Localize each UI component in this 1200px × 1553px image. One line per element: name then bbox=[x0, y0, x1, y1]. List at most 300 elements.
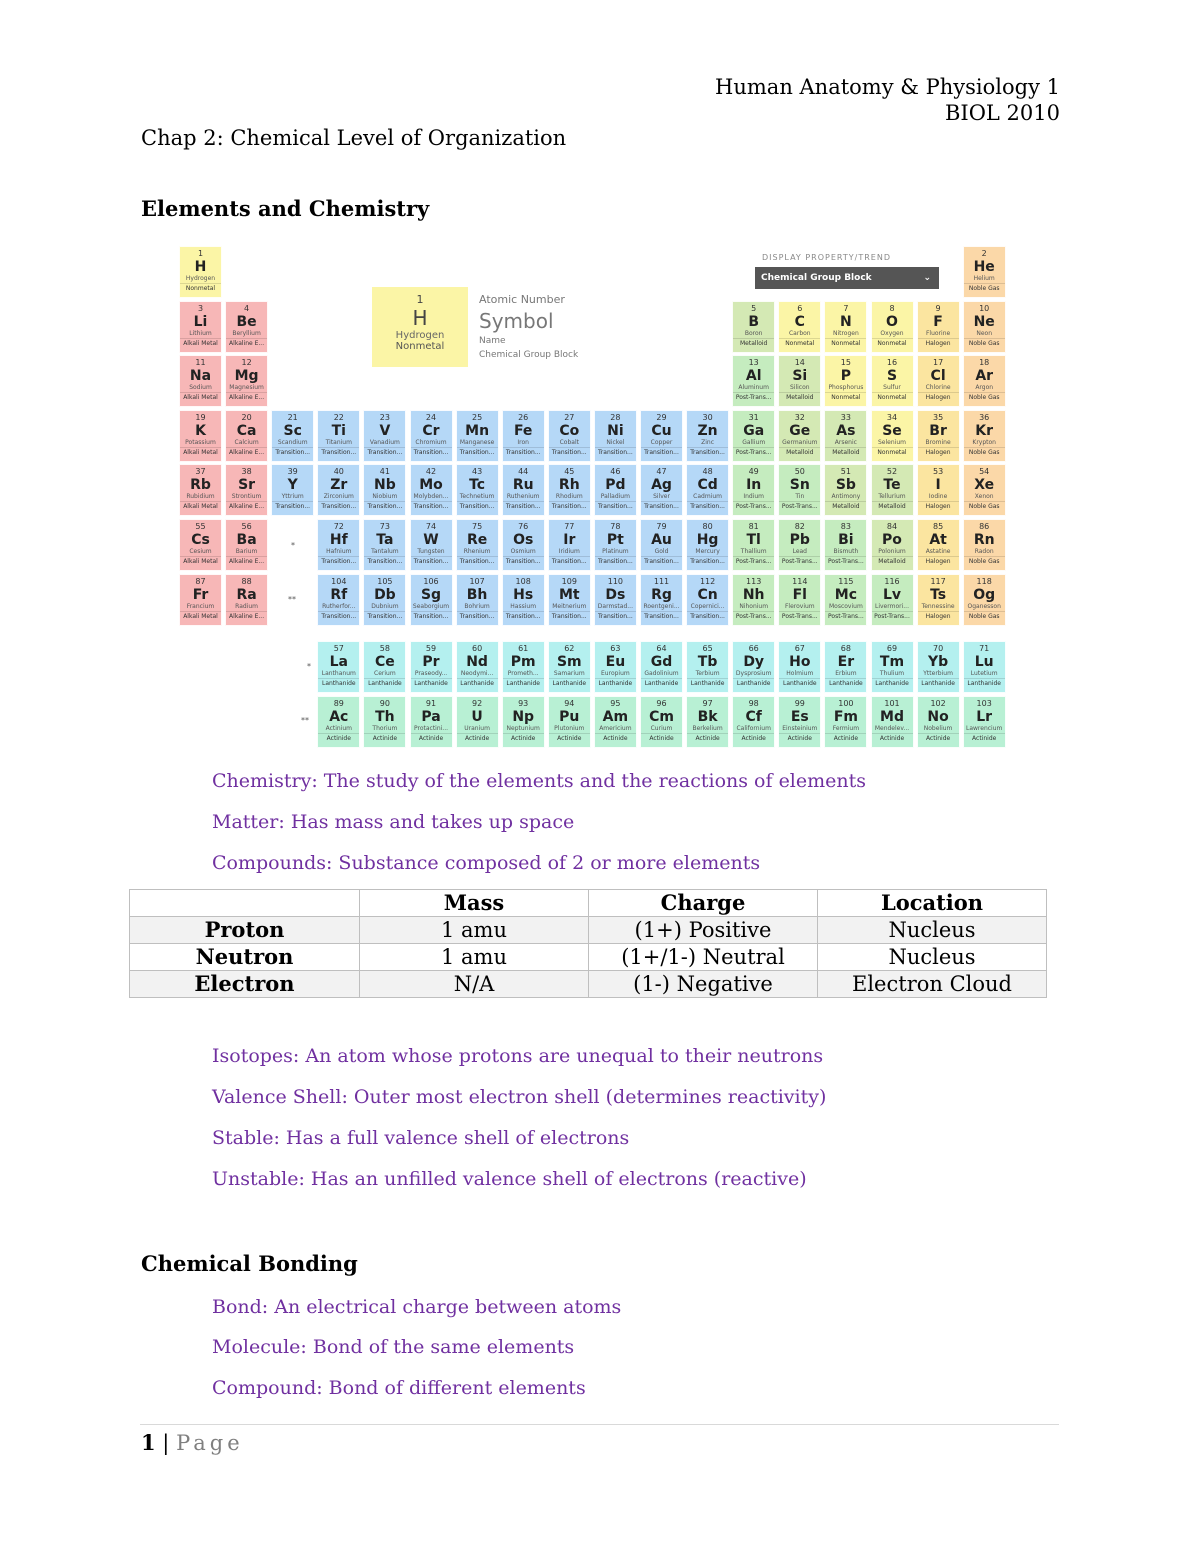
element-group: Metalloid bbox=[733, 338, 774, 348]
element-group: Lanthanide bbox=[733, 678, 774, 688]
legend-label-name: Name bbox=[479, 336, 506, 346]
element-number: 91 bbox=[425, 699, 437, 708]
element-symbol: Rf bbox=[330, 586, 348, 603]
cell-mass: 1 amu bbox=[360, 917, 589, 944]
chemical-group-dropdown[interactable] bbox=[755, 267, 939, 289]
element-cell-s bbox=[871, 355, 914, 407]
element-symbol: Nb bbox=[374, 477, 396, 494]
element-cell-og bbox=[963, 574, 1006, 626]
element-name: Americium bbox=[599, 725, 632, 732]
element-name: Bohrium bbox=[464, 602, 490, 610]
element-cell-ra bbox=[225, 574, 268, 626]
element-symbol: K bbox=[195, 422, 206, 439]
element-cell-bi bbox=[824, 519, 867, 571]
element-cell-b bbox=[732, 301, 775, 353]
element-cell-ac bbox=[317, 696, 360, 748]
page-footer bbox=[141, 1430, 244, 1455]
element-group: Transition... bbox=[503, 501, 544, 511]
element-cell-au bbox=[640, 519, 683, 571]
element-symbol: Es bbox=[790, 709, 809, 725]
element-cell-pr bbox=[410, 641, 453, 693]
element-name: Zirconium bbox=[323, 493, 354, 501]
element-cell-ce bbox=[363, 641, 406, 693]
element-name: Uranium bbox=[464, 725, 490, 732]
element-symbol: Er bbox=[837, 654, 855, 670]
element-symbol: Ac bbox=[329, 709, 349, 725]
element-symbol: Kr bbox=[975, 422, 994, 439]
element-group: Lanthanide bbox=[825, 678, 866, 688]
element-number: 43 bbox=[472, 467, 483, 477]
element-number: 9 bbox=[935, 303, 941, 313]
definition-isotopes: Isotopes: An atom whose protons are unequal to their neutrons bbox=[212, 1045, 824, 1067]
element-group: Noble Gas bbox=[964, 447, 1005, 457]
element-symbol: Si bbox=[792, 368, 808, 385]
element-group: Halogen bbox=[918, 556, 959, 566]
chapter-title: Chap 2: Chemical Level of Organization bbox=[141, 126, 567, 150]
element-number: 87 bbox=[195, 576, 206, 586]
element-symbol: Cr bbox=[422, 422, 440, 439]
element-name: Lanthanum bbox=[321, 670, 356, 677]
cell-location: Nucleus bbox=[818, 944, 1047, 971]
element-cell-at bbox=[917, 519, 960, 571]
header-charge: Charge bbox=[589, 890, 818, 917]
element-symbol: Pa bbox=[421, 709, 441, 725]
element-cell-ds bbox=[594, 574, 637, 626]
element-number: 58 bbox=[379, 644, 390, 653]
element-group: Transition... bbox=[687, 501, 728, 511]
element-group: Noble Gas bbox=[964, 501, 1005, 511]
element-symbol: Gd bbox=[650, 654, 673, 670]
element-cell-mg bbox=[225, 355, 268, 407]
element-group: Transition... bbox=[318, 447, 359, 457]
element-cell-ag bbox=[640, 464, 683, 516]
element-symbol: Ag bbox=[651, 477, 672, 494]
element-name: Rhodium bbox=[555, 493, 583, 501]
element-name: Bismuth bbox=[833, 548, 859, 555]
element-number: 97 bbox=[702, 699, 713, 708]
element-symbol: Og bbox=[973, 586, 996, 603]
element-cell-tm bbox=[871, 641, 914, 693]
definition-unstable: Unstable: Has an unfilled valence shell of electrons (reactive) bbox=[212, 1168, 807, 1190]
element-group: Transition... bbox=[318, 611, 359, 621]
element-group: Lanthanide bbox=[918, 678, 959, 688]
element-cell-bh bbox=[456, 574, 499, 626]
element-number: 90 bbox=[379, 699, 390, 708]
element-group: Lanthanide bbox=[872, 678, 913, 688]
element-cell-li bbox=[179, 301, 222, 353]
element-name: Magnesium bbox=[229, 384, 264, 392]
element-name: Copper bbox=[650, 438, 673, 446]
subatomic-particle-table bbox=[129, 889, 1047, 998]
element-name: Thulium bbox=[879, 670, 905, 677]
element-group: Transition... bbox=[687, 556, 728, 566]
element-symbol: Pd bbox=[605, 477, 626, 494]
element-name: Seaborgium bbox=[412, 602, 450, 610]
element-number: 32 bbox=[794, 412, 805, 422]
element-number: 105 bbox=[377, 576, 393, 586]
legend-sample-cell bbox=[372, 287, 468, 367]
element-cell-sc bbox=[271, 410, 314, 462]
element-name: Manganese bbox=[459, 438, 495, 446]
element-number: 77 bbox=[564, 522, 575, 531]
element-name: Krypton bbox=[972, 438, 996, 446]
element-name: Californium bbox=[736, 725, 771, 732]
element-number: 104 bbox=[331, 576, 347, 586]
element-name: Cesium bbox=[189, 548, 212, 555]
element-group: Transition... bbox=[364, 556, 405, 566]
element-group: Transition... bbox=[641, 447, 682, 457]
element-number: 15 bbox=[840, 358, 851, 368]
element-group: Halogen bbox=[918, 611, 959, 621]
element-group: Nonmetal bbox=[825, 392, 866, 402]
element-cell-nd bbox=[456, 641, 499, 693]
element-number: 51 bbox=[840, 467, 851, 477]
element-number: 39 bbox=[287, 467, 298, 477]
element-name: Indium bbox=[743, 493, 765, 501]
element-symbol: Cs bbox=[191, 532, 210, 548]
element-symbol: Rb bbox=[190, 477, 211, 494]
element-cell-sn bbox=[778, 464, 821, 516]
element-symbol: Ru bbox=[512, 477, 534, 494]
element-cell-pt bbox=[594, 519, 637, 571]
element-name: Tantalum bbox=[371, 548, 399, 555]
element-name: Gadolinium bbox=[644, 670, 679, 677]
element-name: Vanadium bbox=[369, 438, 400, 446]
element-group: Metalloid bbox=[872, 556, 913, 566]
element-number: 96 bbox=[656, 699, 667, 708]
element-group: Actinide bbox=[318, 733, 359, 743]
element-group: Alkali Metal bbox=[180, 501, 221, 511]
element-cell-i bbox=[917, 464, 960, 516]
element-group: Post-Trans... bbox=[733, 556, 774, 566]
element-number: 102 bbox=[930, 699, 946, 708]
element-symbol: Cn bbox=[697, 586, 718, 603]
element-group: Actinide bbox=[872, 733, 913, 743]
element-symbol: Fl bbox=[792, 586, 807, 603]
element-name: Chromium bbox=[415, 438, 447, 446]
element-number: 103 bbox=[976, 699, 992, 708]
element-number: 38 bbox=[241, 467, 252, 477]
element-symbol: Tb bbox=[697, 654, 718, 670]
element-symbol: P bbox=[840, 368, 852, 385]
element-cell-mo bbox=[410, 464, 453, 516]
element-symbol: Fr bbox=[192, 586, 209, 603]
element-name: Tennessine bbox=[921, 602, 955, 610]
element-cell-hg bbox=[686, 519, 729, 571]
element-group: Transition... bbox=[457, 447, 498, 457]
element-symbol: Ra bbox=[236, 586, 257, 603]
element-symbol: Dy bbox=[743, 654, 765, 670]
element-number: 40 bbox=[333, 467, 344, 477]
element-symbol: Th bbox=[375, 709, 395, 725]
element-cell-co bbox=[548, 410, 591, 462]
element-symbol: Os bbox=[513, 532, 534, 548]
element-symbol: Ta bbox=[376, 532, 394, 548]
element-name: Sodium bbox=[189, 384, 212, 392]
element-name: Mendelev... bbox=[874, 725, 910, 732]
element-cell-cr bbox=[410, 410, 453, 462]
element-cell-tc bbox=[456, 464, 499, 516]
element-name: Iodine bbox=[928, 493, 948, 501]
lanthanide-marker: * bbox=[291, 541, 295, 550]
lanthanide-row-marker: * bbox=[307, 662, 311, 671]
element-name: Curium bbox=[650, 725, 673, 732]
element-group: Lanthanide bbox=[595, 678, 636, 688]
element-name: Oxygen bbox=[880, 329, 904, 337]
element-group: Transition... bbox=[503, 611, 544, 621]
element-cell-as bbox=[824, 410, 867, 462]
definition-chemistry: Chemistry: The study of the elements and the reactions of elements bbox=[212, 770, 867, 792]
element-number: 109 bbox=[561, 576, 577, 586]
element-group: Transition... bbox=[457, 556, 498, 566]
element-group: Actinide bbox=[457, 733, 498, 743]
element-name: Mercury bbox=[695, 548, 720, 555]
element-name: Berkelium bbox=[692, 725, 723, 732]
element-symbol: Ds bbox=[605, 586, 626, 603]
element-symbol: Te bbox=[883, 477, 901, 494]
element-group: Post-Trans... bbox=[825, 611, 866, 621]
element-number: 56 bbox=[241, 522, 252, 531]
row-label: Neutron bbox=[130, 944, 360, 971]
element-group: Actinide bbox=[595, 733, 636, 743]
element-symbol: Ca bbox=[236, 422, 257, 439]
element-symbol: Sc bbox=[283, 422, 302, 439]
element-name: Neon bbox=[976, 329, 993, 337]
element-symbol: F bbox=[933, 313, 943, 330]
element-name: Calcium bbox=[234, 438, 259, 446]
element-name: Lutetium bbox=[970, 670, 998, 677]
legend-symbol: H bbox=[412, 306, 428, 330]
element-group: Lanthanide bbox=[318, 678, 359, 688]
element-symbol: Ir bbox=[563, 532, 576, 548]
element-symbol: Pb bbox=[789, 532, 810, 548]
element-symbol: Be bbox=[236, 313, 257, 330]
element-group: Actinide bbox=[411, 733, 452, 743]
element-cell-dy bbox=[732, 641, 775, 693]
element-name: Hafnium bbox=[326, 548, 352, 555]
element-name: Hassium bbox=[510, 602, 537, 610]
element-name: Bromine bbox=[925, 438, 951, 446]
section-heading-bonding: Chemical Bonding bbox=[141, 1251, 358, 1276]
element-number: 35 bbox=[933, 412, 944, 422]
element-name: Livermori... bbox=[875, 602, 909, 610]
element-symbol: Au bbox=[651, 532, 672, 548]
element-symbol: N bbox=[840, 313, 852, 330]
definition-compounds: Compounds: Substance composed of 2 or more elements bbox=[212, 852, 761, 874]
element-symbol: Bi bbox=[838, 532, 854, 548]
element-number: 31 bbox=[748, 412, 759, 422]
element-number: 116 bbox=[884, 576, 900, 586]
element-symbol: Fm bbox=[833, 709, 858, 725]
definition-compound: Compound: Bond of different elements bbox=[212, 1377, 586, 1399]
element-symbol: Co bbox=[559, 422, 580, 439]
element-name: Plutonium bbox=[554, 725, 585, 732]
element-number: 111 bbox=[653, 576, 670, 586]
element-group: Post-Trans... bbox=[733, 501, 774, 511]
element-number: 88 bbox=[241, 576, 252, 586]
element-cell-sm bbox=[548, 641, 591, 693]
element-number: 73 bbox=[379, 522, 390, 531]
element-name: Osmium bbox=[510, 548, 536, 555]
element-group: Halogen bbox=[918, 338, 959, 348]
element-group: Halogen bbox=[918, 501, 959, 511]
element-name: Zinc bbox=[701, 438, 715, 446]
element-number: 101 bbox=[884, 699, 900, 708]
element-symbol: Mo bbox=[419, 477, 443, 494]
element-cell-md bbox=[871, 696, 914, 748]
element-symbol: W bbox=[423, 532, 439, 548]
element-symbol: La bbox=[329, 654, 348, 670]
element-name: Argon bbox=[975, 384, 994, 392]
element-name: Strontium bbox=[231, 493, 262, 501]
element-name: Radium bbox=[235, 602, 259, 610]
legend-group: Nonmetal bbox=[395, 341, 445, 352]
element-cell-db bbox=[363, 574, 406, 626]
element-name: Cobalt bbox=[559, 438, 579, 446]
element-number: 84 bbox=[886, 522, 898, 531]
element-number: 52 bbox=[886, 467, 898, 477]
element-cell-lr bbox=[963, 696, 1006, 748]
element-name: Phosphorus bbox=[828, 384, 864, 392]
element-symbol: Lr bbox=[976, 709, 993, 725]
cell-location: Nucleus bbox=[818, 917, 1047, 944]
element-symbol: Cf bbox=[745, 709, 762, 725]
element-number: 41 bbox=[379, 467, 390, 477]
element-symbol: Ne bbox=[973, 313, 995, 330]
element-symbol: Al bbox=[745, 368, 762, 385]
element-group: Actinide bbox=[687, 733, 728, 743]
element-cell-br bbox=[917, 410, 960, 462]
element-name: Cerium bbox=[374, 670, 396, 677]
element-group: Post-Trans... bbox=[733, 392, 774, 402]
element-group: Metalloid bbox=[872, 501, 913, 511]
element-group: Lanthanide bbox=[411, 678, 452, 688]
element-group: Post-Trans... bbox=[825, 556, 866, 566]
element-symbol: C bbox=[794, 313, 805, 330]
element-group: Transition... bbox=[364, 447, 405, 457]
element-cell-ar bbox=[963, 355, 1006, 407]
element-name: Arsenic bbox=[834, 438, 857, 446]
element-symbol: Ge bbox=[789, 422, 811, 439]
element-cell-bk bbox=[686, 696, 729, 748]
table-row bbox=[130, 944, 1047, 971]
element-cell-os bbox=[502, 519, 545, 571]
element-name: Potassium bbox=[185, 438, 216, 446]
element-name: Sulfur bbox=[883, 384, 901, 392]
element-name: Nobelium bbox=[923, 725, 953, 732]
element-group: Nonmetal bbox=[872, 338, 913, 348]
row-label: Electron bbox=[130, 971, 360, 998]
element-cell-np bbox=[502, 696, 545, 748]
element-symbol: Sn bbox=[789, 477, 810, 494]
element-number: 71 bbox=[979, 644, 990, 653]
dropdown-value: Chemical Group Block bbox=[761, 273, 872, 283]
element-cell-pm bbox=[502, 641, 545, 693]
element-cell-hf bbox=[317, 519, 360, 571]
element-group: Transition... bbox=[364, 501, 405, 511]
element-group: Nonmetal bbox=[872, 447, 913, 457]
element-symbol: Sr bbox=[238, 477, 256, 494]
element-cell-he bbox=[963, 246, 1006, 298]
page-word: Page bbox=[176, 1431, 244, 1455]
element-symbol: Na bbox=[189, 368, 212, 385]
element-cell-sg bbox=[410, 574, 453, 626]
element-symbol: Ga bbox=[743, 422, 765, 439]
element-symbol: Ni bbox=[607, 422, 624, 439]
element-name: Barium bbox=[235, 548, 258, 555]
element-name: Fermium bbox=[832, 725, 860, 732]
element-group: Transition... bbox=[411, 447, 452, 457]
element-group: Lanthanide bbox=[964, 678, 1005, 688]
element-cell-rb bbox=[179, 464, 222, 516]
element-symbol: Tl bbox=[746, 532, 761, 548]
element-cell-fl bbox=[778, 574, 821, 626]
element-number: 112 bbox=[699, 576, 716, 586]
element-group: Transition... bbox=[641, 501, 682, 511]
element-symbol: V bbox=[379, 422, 391, 439]
element-number: 63 bbox=[610, 644, 621, 653]
element-cell-nh bbox=[732, 574, 775, 626]
element-group: Actinide bbox=[733, 733, 774, 743]
element-group: Transition... bbox=[272, 447, 313, 457]
element-cell-ca bbox=[225, 410, 268, 462]
element-cell-rh bbox=[548, 464, 591, 516]
element-name: Boron bbox=[744, 329, 763, 337]
element-group: Noble Gas bbox=[964, 611, 1005, 621]
element-name: Francium bbox=[186, 602, 215, 610]
element-symbol: Mt bbox=[558, 586, 580, 603]
element-group: Transition... bbox=[549, 611, 590, 621]
element-symbol: Tm bbox=[879, 654, 905, 670]
element-number: 42 bbox=[425, 467, 437, 477]
element-group: Metalloid bbox=[825, 501, 866, 511]
element-cell-zn bbox=[686, 410, 729, 462]
element-group: Transition... bbox=[549, 447, 590, 457]
element-number: 69 bbox=[886, 644, 898, 653]
element-number: 22 bbox=[333, 412, 344, 422]
element-name: Yttrium bbox=[281, 493, 304, 501]
element-number: 75 bbox=[472, 522, 483, 531]
element-symbol: As bbox=[836, 422, 856, 439]
chevron-down-icon: ⌄ bbox=[923, 273, 931, 283]
element-symbol: Cm bbox=[649, 709, 674, 725]
element-symbol: Cl bbox=[930, 368, 946, 385]
element-group: Metalloid bbox=[779, 392, 820, 402]
element-number: 82 bbox=[794, 522, 805, 531]
element-name: Technetium bbox=[459, 493, 495, 501]
element-group: Lanthanide bbox=[364, 678, 405, 688]
element-cell-am bbox=[594, 696, 637, 748]
legend-number: 1 bbox=[416, 293, 424, 306]
element-group: Nonmetal bbox=[872, 392, 913, 402]
element-cell-cm bbox=[640, 696, 683, 748]
element-name: Nickel bbox=[606, 438, 625, 446]
element-symbol: He bbox=[973, 259, 995, 275]
element-group: Alkaline E... bbox=[226, 338, 267, 348]
element-name: Rhenium bbox=[463, 548, 491, 555]
definition-molecule: Molecule: Bond of the same elements bbox=[212, 1336, 575, 1358]
element-group: Noble Gas bbox=[964, 338, 1005, 348]
element-symbol: Cu bbox=[651, 422, 672, 439]
element-name: Copernici... bbox=[690, 602, 725, 610]
element-cell-u bbox=[456, 696, 499, 748]
element-number: 83 bbox=[840, 522, 851, 531]
element-number: 37 bbox=[195, 467, 206, 477]
element-group: Transition... bbox=[503, 556, 544, 566]
element-symbol: Sb bbox=[835, 477, 856, 494]
element-symbol: Nh bbox=[742, 586, 765, 603]
periodic-table-image bbox=[178, 245, 1012, 751]
